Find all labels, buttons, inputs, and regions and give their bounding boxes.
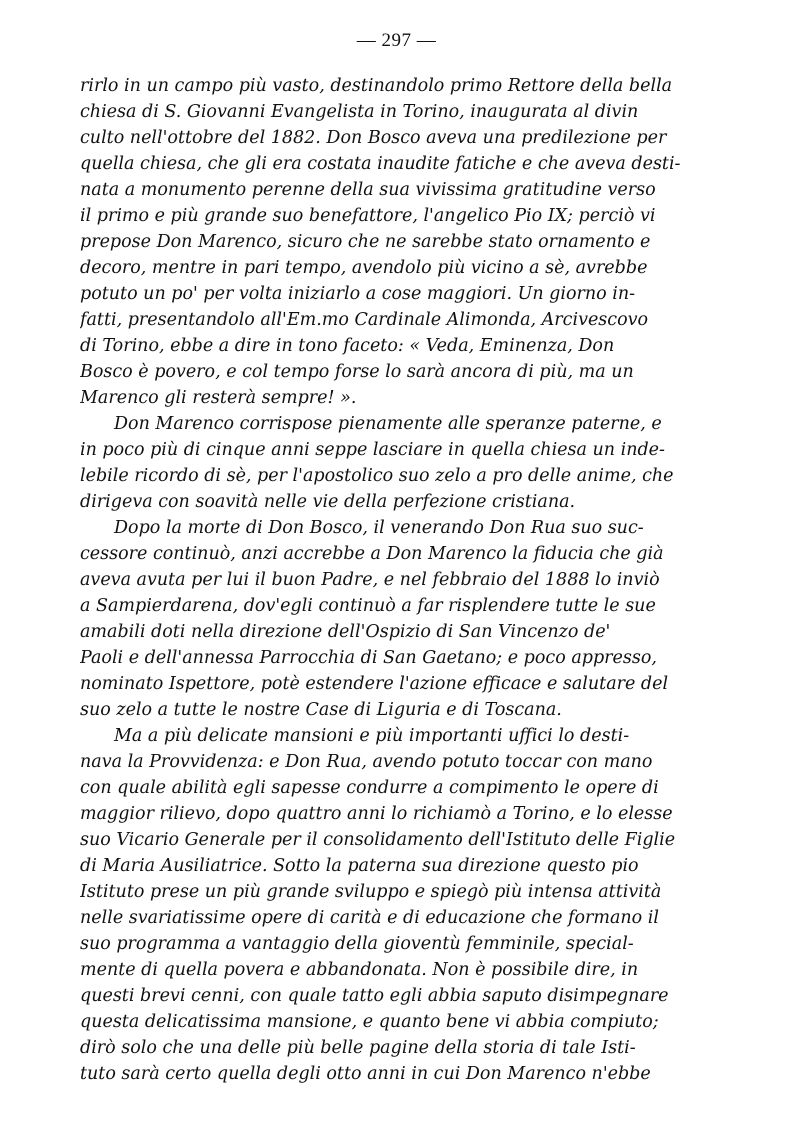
text-line: lebile ricordo di sè, per l'apostolico suo zelo a pro delle anime, che (80, 466, 674, 486)
text-line: mente di quella povera e abbandonata. Non è possibile dire, in (80, 960, 639, 980)
text-line: potuto un po' per volta iniziarlo a cose maggiori. Un giorno in- (80, 284, 636, 304)
text-line: cessore continuò, anzi accrebbe a Don Marenco la fiducia che già (80, 544, 664, 564)
text-line: quella chiesa, che gli era costata inaudite fatiche e che aveva desti- (80, 154, 681, 174)
text-line: nelle svariatissime opere di carità e di educazione che formano il (80, 908, 659, 928)
text-line: di Torino, ebbe a dire in tono faceto: « Veda, Eminenza, Don (80, 336, 615, 356)
text-line: aveva avuta per lui il buon Padre, e nel febbraio del 1888 lo inviò (80, 570, 660, 590)
text-line: suo Vicario Generale per il consolidamento dell'Istituto delle Figlie (80, 830, 676, 850)
text-line: Don Marenco corrispose pienamente alle speranze paterne, e (114, 414, 662, 434)
body-text (80, 73, 710, 1087)
text-line: Bosco è povero, e col tempo forse lo sarà ancora di più, ma un (80, 362, 634, 382)
text-line: di Maria Ausiliatrice. Sotto la paterna sua direzione questo pio (80, 856, 639, 876)
text-line: Marenco gli resterà sempre! ». (80, 388, 357, 408)
text-line: amabili doti nella direzione dell'Ospizio di San Vincenzo de' (80, 622, 611, 642)
text-line: nata a monumento perenne della sua vivissima gratitudine verso (80, 180, 656, 200)
text-line: Dopo la morte di Don Bosco, il venerando Don Rua suo suc- (114, 518, 644, 538)
text-line: nava la Provvidenza: e Don Rua, avendo potuto toccar con mano (80, 752, 653, 772)
text-line: questa delicatissima mansione, e quanto bene vi abbia compiuto; (80, 1012, 659, 1032)
text-line: a Sampierdarena, dov'egli continuò a far risplendere tutte le sue (80, 596, 656, 616)
text-line: fatti, presentandolo all'Em.mo Cardinale Alimonda, Arcivescovo (80, 310, 649, 330)
text-line: Ma a più delicate mansioni e più importanti uffici lo desti- (114, 726, 630, 746)
text-line: Paoli e dell'annessa Parrocchia di San Gaetano; e poco appresso, (80, 648, 657, 668)
text-line: con quale abilità egli sapesse condurre a compimento le opere di (80, 778, 659, 798)
text-line: decoro, mentre in pari tempo, avendolo più vicino a sè, avrebbe (80, 258, 648, 278)
text-line: suo zelo a tutte le nostre Case di Liguria e di Toscana. (80, 700, 562, 720)
text-line: dirigeva con soavità nelle vie della perfezione cristiana. (80, 492, 576, 512)
text-line: questi brevi cenni, con quale tatto egli abbia saputo disimpegnare (80, 986, 669, 1006)
text-line: prepose Don Marenco, sicuro che ne sarebbe stato ornamento e (80, 232, 651, 252)
text-line: nominato Ispettore, potè estendere l'azione efficace e salutare del (80, 674, 669, 694)
text-line: culto nell'ottobre del 1882. Don Bosco aveva una predilezione per (80, 128, 667, 148)
text-line: maggior rilievo, dopo quattro anni lo richiamò a Torino, e lo elesse (80, 804, 673, 824)
text-line: il primo e più grande suo benefattore, l'angelico Pio IX; perciò vi (80, 206, 656, 226)
page-number: — 297 — (356, 30, 437, 51)
text-line: chiesa di S. Giovanni Evangelista in Torino, inaugurata al divin (80, 102, 639, 122)
text-line: in poco più di cinque anni seppe lasciare in quella chiesa un inde- (80, 440, 665, 460)
text-line: Istituto prese un più grande sviluppo e spiegò più intensa attività (80, 882, 662, 902)
text-line: rirlo in un campo più vasto, destinandolo primo Rettore della bella (80, 76, 673, 96)
text-line: tuto sarà certo quella degli otto anni in cui Don Marenco n'ebbe (80, 1064, 651, 1084)
text-line: suo programma a vantaggio della gioventù femminile, special- (80, 934, 634, 954)
text-line: dirò solo che una delle più belle pagine della storia di tale Isti- (80, 1038, 636, 1058)
